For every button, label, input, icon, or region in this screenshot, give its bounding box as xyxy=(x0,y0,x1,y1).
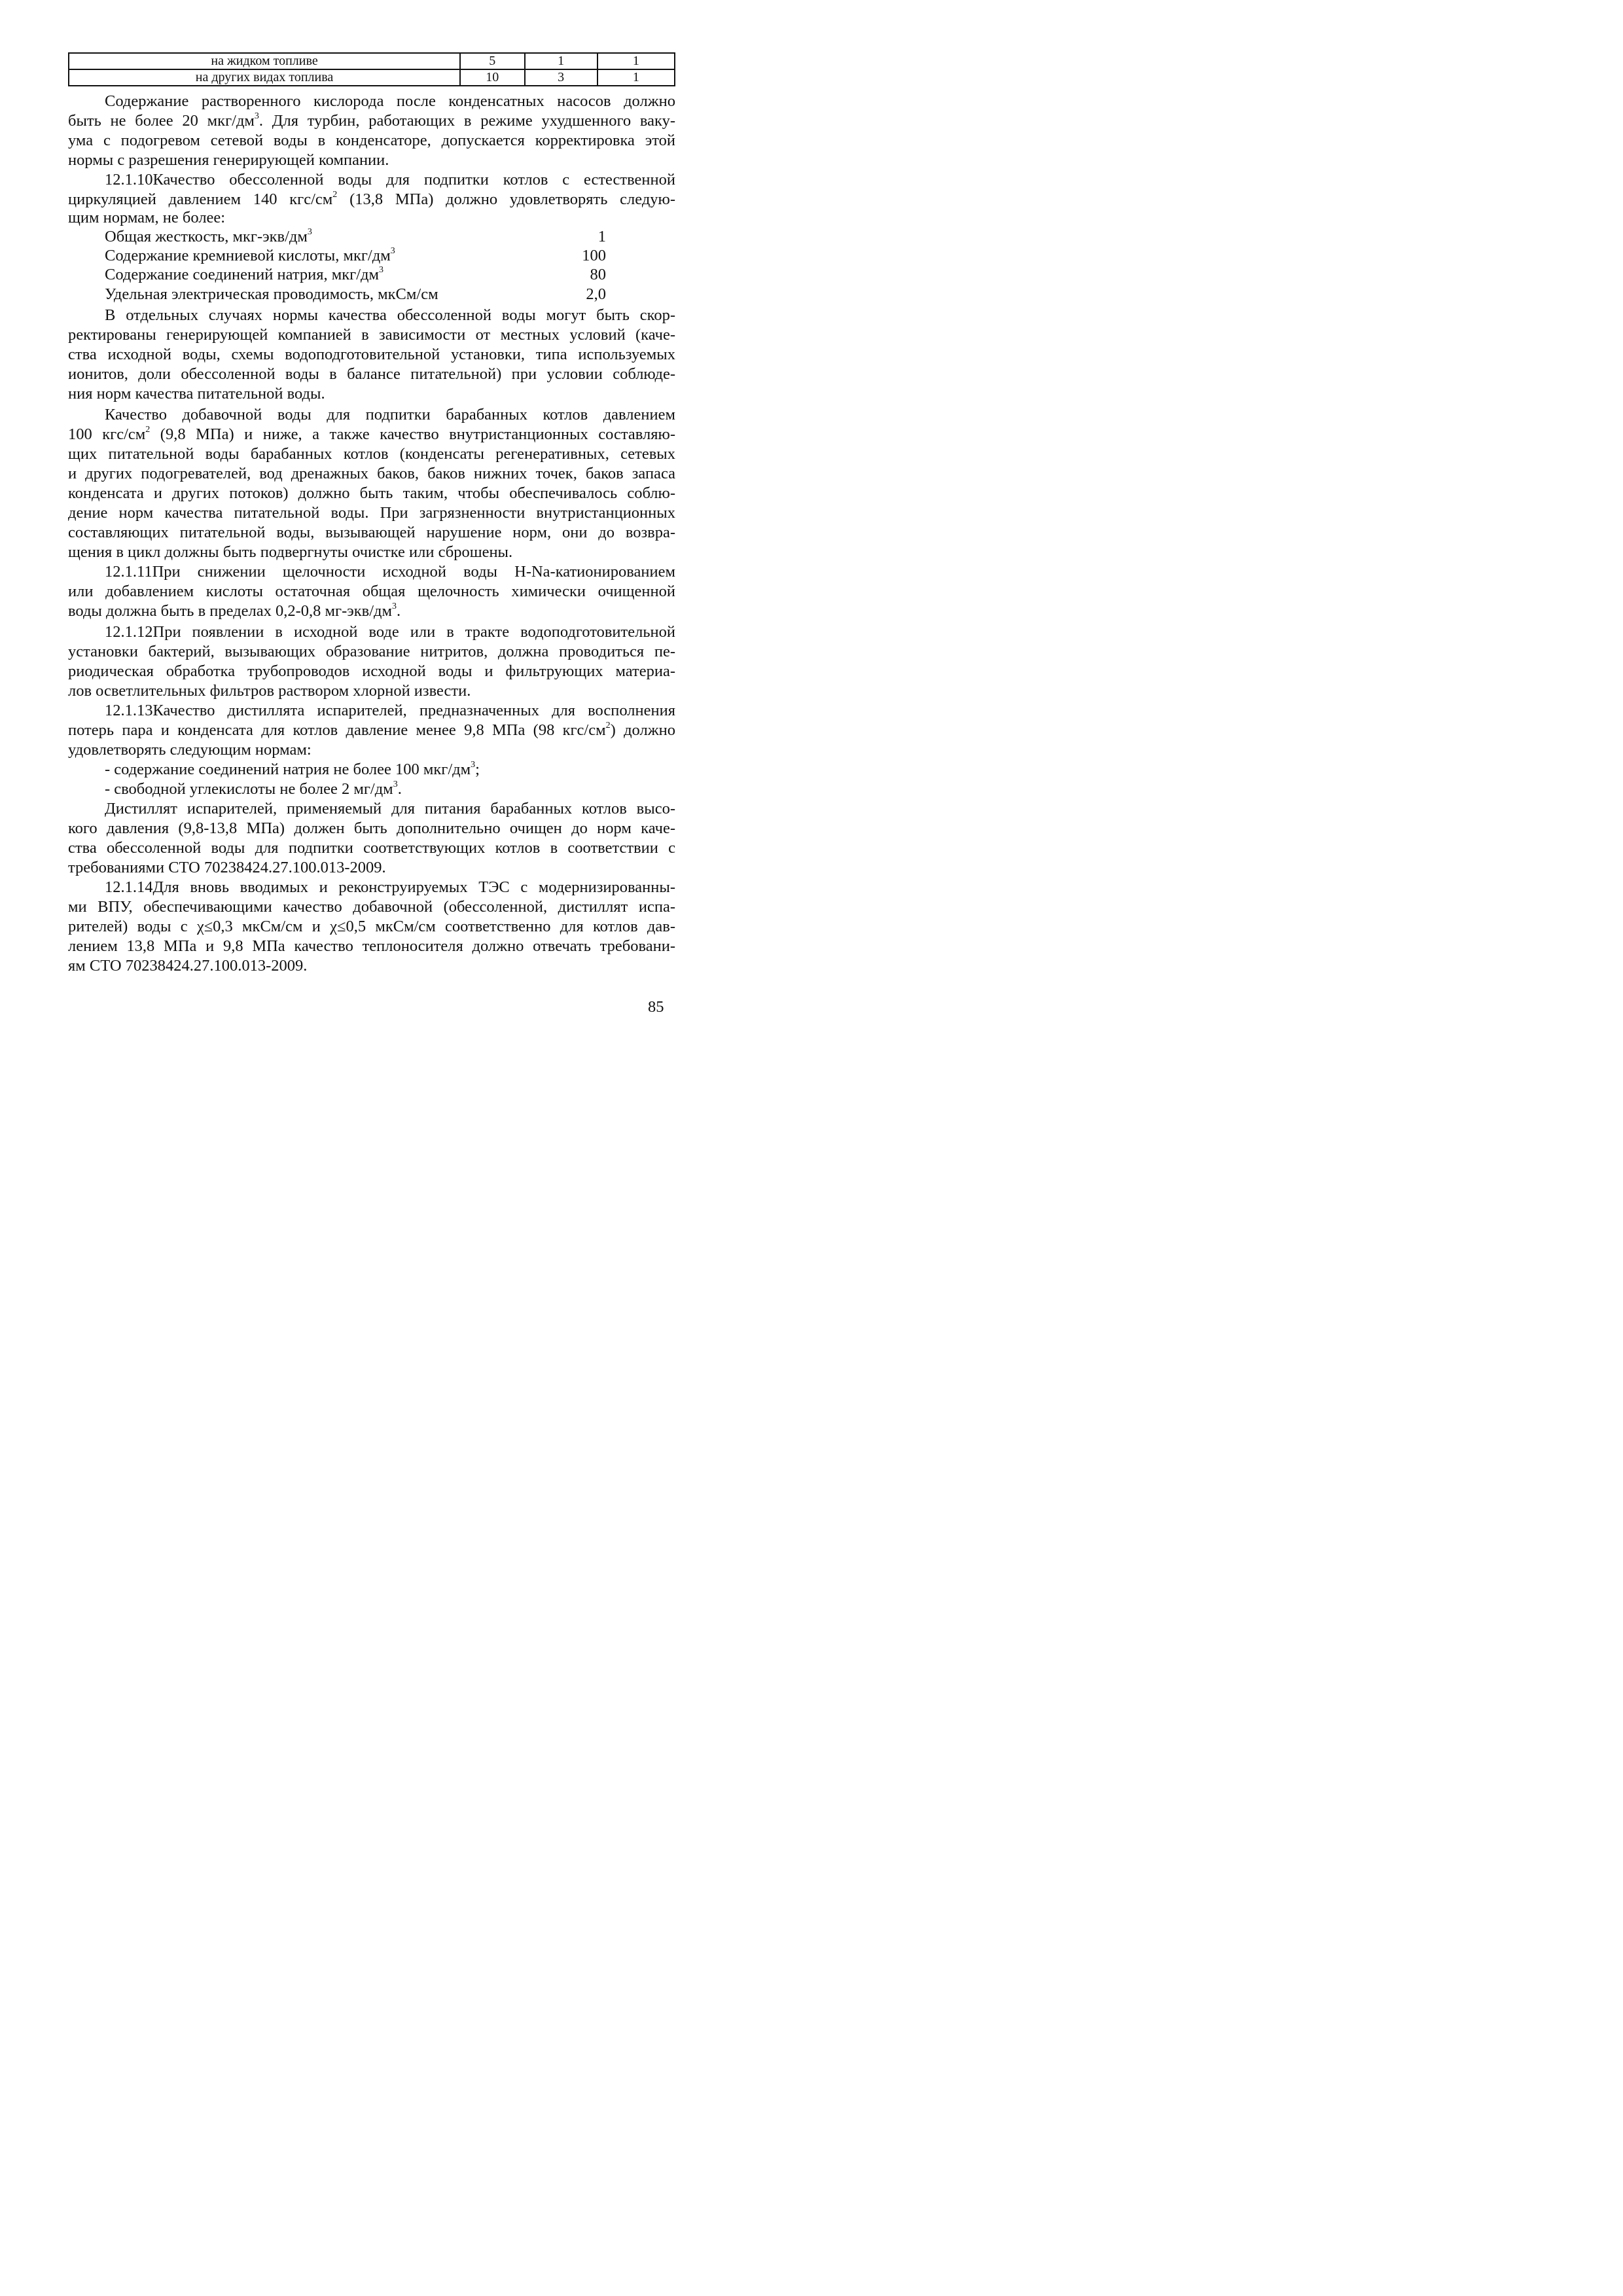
norm-name: Удельная электрическая проводимость, мкСм/см xyxy=(105,285,438,303)
paragraph-line xyxy=(68,190,675,209)
paragraph-line: конденсата и других потоков) должно быть таким, чтобы обеспечивалось соблю- xyxy=(68,484,675,502)
paragraph-line: рителей) воды с χ≤0,3 мкСм/см и χ≤0,5 мкСм/см соответственно для котлов дав- xyxy=(68,918,675,935)
paragraph-line: установки бактерий, вызывающих образование нитритов, должна проводиться пе- xyxy=(68,643,675,660)
table-cell: 1 xyxy=(597,69,675,86)
text-span: 100 кгс/см xyxy=(68,425,146,443)
superscript: 3 xyxy=(307,226,312,237)
norm-value: 100 xyxy=(582,247,606,264)
paragraph-line: ям СТО 70238424.27.100.013-2009. xyxy=(68,957,308,975)
superscript: 3 xyxy=(392,601,397,611)
page-number: 85 xyxy=(648,998,664,1016)
paragraph-line: ства обессоленной воды для подпитки соответствующих котлов в соответствии с xyxy=(68,839,675,857)
paragraph-line: щих питательной воды барабанных котлов (конденсаты регенеративных, сетевых xyxy=(68,445,675,463)
paragraph-line xyxy=(68,601,675,621)
table-cell: 10 xyxy=(460,69,524,86)
paragraph-line: щим нормам, не более: xyxy=(68,209,226,226)
paragraph-line: или добавлением кислоты остаточная общая щелочность химически очищенной xyxy=(68,583,675,600)
paragraph-line: и других подогревателей, вод дренажных баков, баков нижних точек, баков запаса xyxy=(68,465,675,482)
table-row xyxy=(69,69,675,86)
table-cell: 5 xyxy=(460,53,524,69)
text-span: ) должно xyxy=(610,721,675,739)
fuel-table xyxy=(68,52,675,86)
paragraph-line: 12.1.14Для вновь вводимых и реконструируемых ТЭС с модернизированны- xyxy=(105,878,675,896)
superscript: 3 xyxy=(254,111,259,121)
text-span: потерь пара и конденсата для котлов давление менее 9,8 МПа (98 кгс/см xyxy=(68,721,606,739)
paragraph-line: риодическая обработка трубопроводов исходной воды и фильтрующих материа- xyxy=(68,662,675,680)
paragraph-line xyxy=(68,111,675,131)
superscript: 3 xyxy=(393,779,398,789)
text-span: воды должна быть в пределах 0,2-0,8 мг-экв/дм xyxy=(68,602,393,620)
norm-name-wrap xyxy=(105,265,383,285)
paragraph-line: 12.1.11При снижении щелочности исходной воды Н-Na-катионированием xyxy=(105,563,675,581)
paragraph-line: удовлетворять следующим нормам: xyxy=(68,741,312,759)
paragraph-line: составляющих питательной воды, вызывающей нарушение норм, они до возвра- xyxy=(68,524,675,541)
norm-name-wrap xyxy=(105,227,312,247)
paragraph-line: ректированы генерирующей компанией в зависимости от местных условий (каче- xyxy=(68,326,675,344)
text-span: быть не более 20 мкг/дм xyxy=(68,112,255,130)
paragraph-line: ума с подогревом сетевой воды в конденсаторе, допускается корректировка этой xyxy=(68,132,675,149)
table-row xyxy=(69,53,675,69)
norm-name: Общая жесткость, мкг-экв/дм xyxy=(105,228,308,245)
superscript: 3 xyxy=(378,264,383,275)
text-span: - содержание соединений натрия не более 100 мкг/дм xyxy=(105,761,471,778)
table-cell: 1 xyxy=(525,53,597,69)
text-span: ; xyxy=(475,761,480,778)
text-span: (13,8 МПа) должно удовлетворять следую- xyxy=(337,190,675,208)
norm-value: 1 xyxy=(597,228,606,245)
list-item xyxy=(105,780,402,799)
paragraph-line: дение норм качества питательной воды. При загрязненности внутристанционных xyxy=(68,504,675,522)
superscript: 3 xyxy=(390,245,395,256)
table-cell-label: на других видах топлива xyxy=(69,69,460,86)
paragraph-line: лов осветлительных фильтров раствором хлорной извести. xyxy=(68,682,471,700)
norm-name: Содержание соединений натрия, мкг/дм xyxy=(105,266,379,283)
norm-name: Содержание кремниевой кислоты, мкг/дм xyxy=(105,247,391,264)
paragraph-line: 12.1.10Качество обессоленной воды для подпитки котлов с естественной xyxy=(105,171,675,188)
norm-name-wrap xyxy=(105,285,438,304)
text-span: . xyxy=(397,780,402,798)
table-cell: 3 xyxy=(525,69,597,86)
paragraph-line: Качество добавочной воды для подпитки барабанных котлов давлением xyxy=(105,406,675,423)
paragraph-line: лением 13,8 МПа и 9,8 МПа качество теплоносителя должно отвечать требовани- xyxy=(68,937,675,955)
superscript: 2 xyxy=(332,189,338,200)
paragraph-line xyxy=(68,425,675,444)
superscript: 3 xyxy=(471,759,476,770)
paragraph-line: ионитов, доли обессоленной воды в балансе питательной) при условии соблюде- xyxy=(68,365,675,383)
table-cell: 1 xyxy=(597,53,675,69)
list-item xyxy=(105,760,480,780)
paragraph-line: 12.1.12При появлении в исходной воде или в тракте водоподготовительной xyxy=(105,623,675,641)
paragraph-line: Содержание растворенного кислорода после конденсатных насосов должно xyxy=(105,92,675,110)
document-page xyxy=(0,0,723,1024)
paragraph-line: требованиями СТО 70238424.27.100.013-2009. xyxy=(68,859,386,876)
paragraph-line: Дистиллят испарителей, применяемый для питания барабанных котлов высо- xyxy=(105,800,675,817)
paragraph-line: ми ВПУ, обеспечивающими качество добавочной (обессоленной, дистиллят испа- xyxy=(68,898,675,916)
text-span: (9,8 МПа) и ниже, а также качество внутристанционных составляю- xyxy=(150,425,675,443)
paragraph-line: 12.1.13Качество дистиллята испарителей, предназначенных для восполнения xyxy=(105,702,675,719)
paragraph-line: нормы с разрешения генерирующей компании. xyxy=(68,151,389,169)
text-span: - свободной углекислоты не более 2 мг/дм xyxy=(105,780,393,798)
paragraph-line: ства исходной воды, схемы водоподготовительной установки, типа используемых xyxy=(68,346,675,363)
table-cell-label: на жидком топливе xyxy=(69,53,460,69)
norm-value: 80 xyxy=(590,266,606,283)
norm-name-wrap xyxy=(105,246,395,266)
paragraph-line xyxy=(68,721,675,740)
superscript: 2 xyxy=(605,720,611,730)
superscript: 2 xyxy=(145,424,151,435)
paragraph-line: кого давления (9,8-13,8 МПа) должен быть дополнительно очищен до норм каче- xyxy=(68,819,675,837)
paragraph-line: щения в цикл должны быть подвергнуты очистке или сброшены. xyxy=(68,543,513,561)
text-span: . xyxy=(397,602,401,620)
text-span: . Для турбин, работающих в режиме ухудшенного ваку- xyxy=(259,112,675,130)
paragraph-line: ния норм качества питательной воды. xyxy=(68,385,325,403)
norm-value: 2,0 xyxy=(586,285,606,303)
text-span: циркуляцией давлением 140 кгс/см xyxy=(68,190,333,208)
paragraph-line: В отдельных случаях нормы качества обессоленной воды могут быть скор- xyxy=(105,306,675,324)
